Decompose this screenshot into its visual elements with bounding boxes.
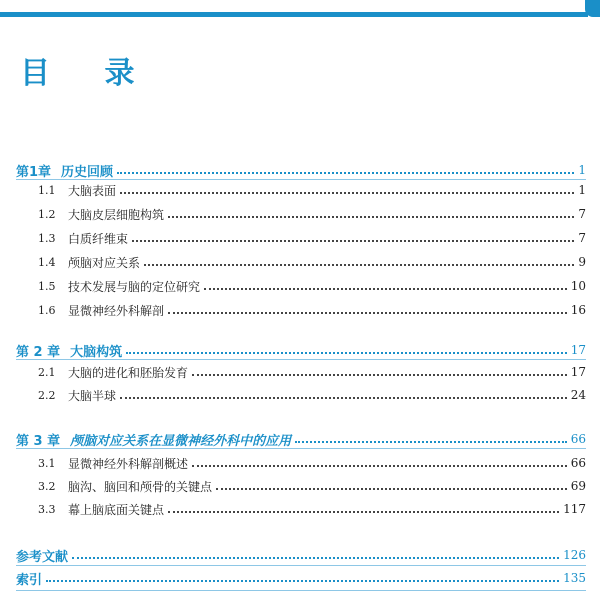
page-number: 66	[570, 432, 586, 446]
toc-index[interactable]	[16, 567, 586, 589]
section-title: 幕上脑底面关键点	[68, 502, 165, 517]
page-number: 7	[578, 207, 586, 221]
section-number: 3.3	[38, 502, 56, 516]
chapter-title: 大脑构筑	[70, 344, 123, 360]
page-title: 目 录	[20, 56, 157, 91]
chapter-divider	[16, 448, 586, 449]
chapter-number: 第 2 章	[16, 344, 61, 360]
section-number: 1.1	[38, 183, 56, 197]
page-number: 10	[570, 279, 586, 293]
page-number: 69	[570, 479, 586, 493]
dot-leader	[120, 384, 567, 406]
dot-leader	[126, 339, 567, 361]
section-title: 显微神经外科解剖	[68, 303, 165, 318]
section-title: 大脑表面	[68, 183, 117, 198]
chapter-divider	[16, 359, 586, 360]
section-number: 2.1	[38, 365, 56, 379]
dot-leader	[192, 361, 567, 383]
section-number: 1.4	[38, 255, 56, 269]
section-title: 大脑皮层细胞构筑	[68, 207, 165, 222]
toc-section-3-1[interactable]	[38, 452, 586, 474]
dot-leader	[192, 452, 567, 474]
toc-section-3-2[interactable]	[38, 475, 586, 497]
toc-references[interactable]	[16, 544, 586, 566]
dot-leader	[132, 227, 574, 249]
chapter-number: 第 3 章	[16, 433, 61, 449]
section-title: 技术发展与脑的定位研究	[68, 279, 201, 294]
page-number: 1	[578, 183, 586, 197]
chapter-number: 第1章	[16, 164, 52, 180]
section-title: 白质纤维束	[68, 231, 129, 246]
section-title: 脑沟、脑回和颅骨的关键点	[68, 479, 213, 494]
page-number: 135	[563, 571, 586, 585]
dot-leader	[168, 498, 559, 520]
toc-section-2-1[interactable]	[38, 361, 586, 383]
section-title: 大脑的进化和胚胎发育	[68, 365, 189, 380]
page-number: 24	[570, 388, 586, 402]
section-title: 颅脑对应关系	[68, 255, 141, 270]
index-title: 索引	[16, 572, 43, 588]
dot-leader	[204, 275, 567, 297]
toc-section-1-2[interactable]	[38, 203, 586, 225]
page-number: 16	[570, 303, 586, 317]
toc-chapter-2[interactable]	[16, 339, 586, 361]
section-number: 1.3	[38, 231, 56, 245]
toc-chapter-3[interactable]	[16, 428, 586, 450]
dot-leader	[295, 428, 567, 450]
section-number: 1.6	[38, 303, 56, 317]
page-number: 7	[578, 231, 586, 245]
chapter-divider	[16, 565, 586, 566]
toc-section-1-6[interactable]	[38, 299, 586, 321]
toc-section-1-3[interactable]	[38, 227, 586, 249]
section-number: 3.1	[38, 456, 56, 470]
page-number: 9	[578, 255, 586, 269]
dot-leader	[46, 567, 559, 589]
dot-leader	[120, 179, 574, 201]
page-number: 126	[563, 548, 586, 562]
toc-section-1-4[interactable]	[38, 251, 586, 273]
chapter-divider	[16, 590, 586, 591]
section-number: 3.2	[38, 479, 56, 493]
section-title: 大脑半球	[68, 388, 117, 403]
page-number: 17	[570, 343, 586, 357]
toc-chapter-1[interactable]	[16, 159, 586, 181]
section-title: 显微神经外科解剖概述	[68, 456, 189, 471]
dot-leader	[144, 251, 574, 273]
dot-leader	[216, 475, 567, 497]
section-number: 1.2	[38, 207, 56, 221]
page-number: 1	[578, 163, 586, 177]
page-number: 66	[570, 456, 586, 470]
toc-section-1-5[interactable]	[38, 275, 586, 297]
dot-leader	[168, 203, 574, 225]
dot-leader	[117, 159, 574, 181]
page-number: 17	[570, 365, 586, 379]
references-title: 参考文献	[16, 549, 69, 565]
section-number: 1.5	[38, 279, 56, 293]
chapter-title: 颅脑对应关系在显微神经外科中的应用	[70, 433, 292, 449]
toc-section-2-2[interactable]	[38, 384, 586, 406]
dot-leader	[72, 544, 559, 566]
section-number: 2.2	[38, 388, 56, 402]
page-number: 117	[563, 502, 586, 516]
toc-section-1-1[interactable]	[38, 179, 586, 201]
chapter-title: 历史回顾	[61, 164, 114, 180]
dot-leader	[168, 299, 567, 321]
toc-section-3-3[interactable]	[38, 498, 586, 520]
